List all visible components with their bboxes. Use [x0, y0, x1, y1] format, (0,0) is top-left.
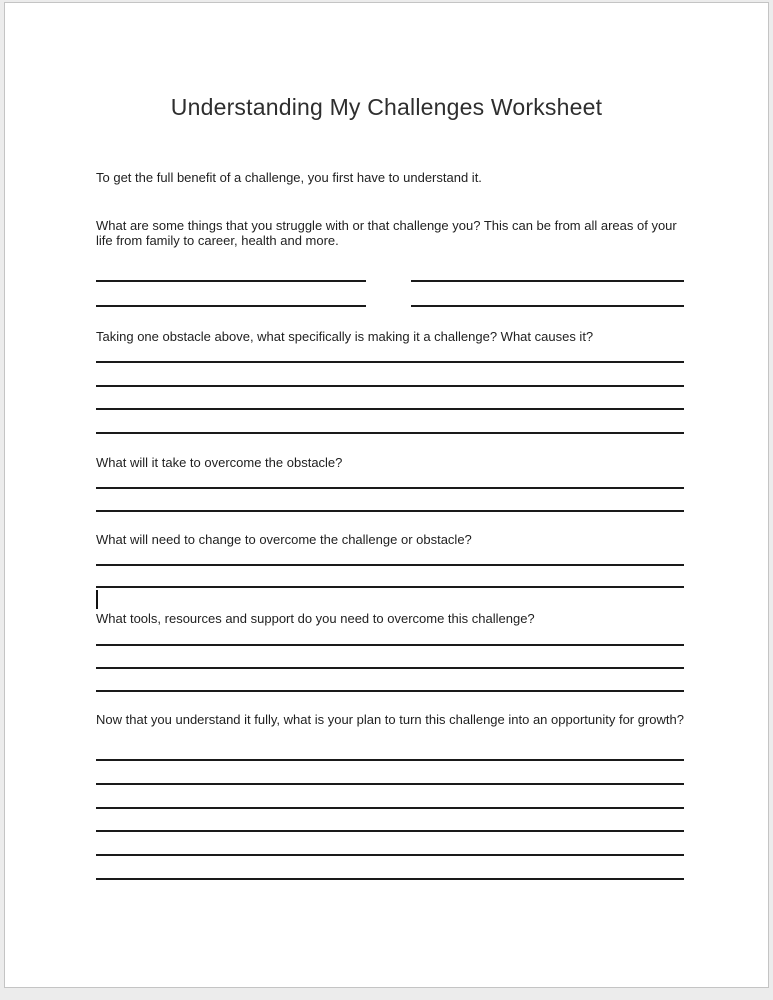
answer-line[interactable]	[96, 487, 684, 489]
answer-line[interactable]	[96, 510, 684, 512]
question-prompt: What will it take to overcome the obstacle?	[96, 455, 343, 470]
answer-line[interactable]	[96, 759, 684, 761]
answer-line[interactable]	[96, 807, 684, 809]
answer-line[interactable]	[411, 280, 684, 282]
answer-line[interactable]	[96, 644, 684, 646]
answer-line[interactable]	[96, 361, 684, 363]
question-prompt: What tools, resources and support do you need to overcome this challenge?	[96, 611, 535, 626]
answer-line[interactable]	[411, 305, 684, 307]
answer-line[interactable]	[96, 280, 366, 282]
answer-line[interactable]	[96, 408, 684, 410]
answer-line[interactable]	[96, 564, 684, 566]
document-page	[4, 2, 769, 988]
answer-line[interactable]	[96, 586, 684, 588]
intro-text: To get the full benefit of a challenge, you first have to understand it.	[96, 170, 482, 185]
answer-line[interactable]	[96, 385, 684, 387]
document-title: Understanding My Challenges Worksheet	[170, 94, 603, 120]
question-prompt: What are some things that you struggle with or that challenge you? This can be from all areas of your life from family to career, health and more.	[96, 218, 677, 248]
answer-line[interactable]	[96, 690, 684, 692]
answer-line[interactable]	[96, 667, 684, 669]
answer-line[interactable]	[96, 878, 684, 880]
text-cursor	[96, 590, 98, 609]
question-prompt: Now that you understand it fully, what is your plan to turn this challenge into an opportunity for growth?	[96, 712, 684, 727]
answer-line[interactable]	[96, 830, 684, 832]
answer-line[interactable]	[96, 305, 366, 307]
answer-line[interactable]	[96, 783, 684, 785]
answer-line[interactable]	[96, 854, 684, 856]
answer-line[interactable]	[96, 432, 684, 434]
question-prompt: Taking one obstacle above, what specifically is making it a challenge? What causes it?	[96, 329, 594, 344]
question-prompt: What will need to change to overcome the challenge or obstacle?	[96, 532, 472, 547]
